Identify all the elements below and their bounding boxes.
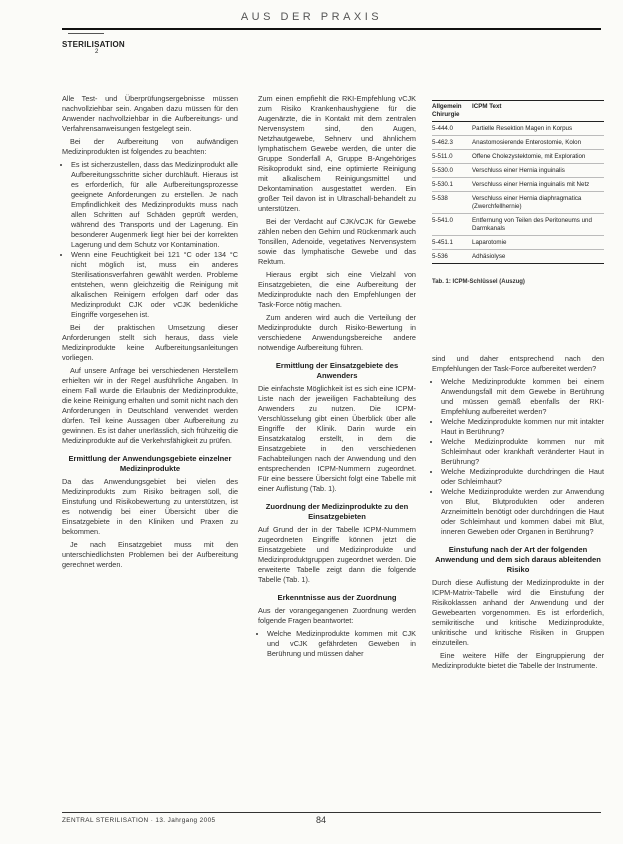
icpm-code: 5-451.1 [432,238,453,246]
bullet-list [62,160,238,320]
bullet-item: • Es ist sicherzustellen, dass das Medizinprodukt alle Aufbereitungsschritte sicher durchläuft. Hieraus ist es erforderlich, für alle Aufbereitungsprozesse geeignete Anforderungen zu erstellen. Je nach Empfindlichkeit des Medizinprodukts muss nach allen Schritten auf Schäden geprüft werden, während des Transports und der Lagerung. Ein besonderer Augenmerk liegt hier bei der korrekten Lagerung und dem Schutz vor Kontamination. [71,160,238,250]
table-row [432,122,604,136]
table-row [432,236,604,250]
table-head-code: Allgemein Chirurgie [432,103,462,118]
section-heading: Erkenntnisse aus der Zuordnung [277,593,397,602]
text-column-2 [258,94,416,662]
paragraph: Alle Test- und Überprüfungsergebnisse müssen nachvollziehbar sein. Angaben dazu müssen für den Anwender nachvollziehbar in die Aufbereitungs- und Verfahrensanweisungen festgelegt sein. [62,94,238,133]
bullet-item: • Wenn eine Feuchtigkeit bei 121 °C oder 134 °C nicht möglich ist, muss ein anderes Sterilisationsverfahren gewählt werden. Probleme entstehen, wenn gleichzeitig die Reinigung mit alkalischen Reinigern erfolgen darf oder das Medizinprodukt CJK oder vCJK bedenkliche Eingriffe vorgesehen ist. [71,250,238,320]
bullet-item: • Welche Medizinprodukte kommen mit CJK und vCJK gefährdeten Geweben in Berührung und müssen daher [267,629,416,659]
table-row [432,150,604,164]
table-row [432,192,604,214]
bullet-item: • Welche Medizinprodukte durchdringen die Haut oder Schleimhaut? [441,467,604,487]
bullet-list [258,629,416,659]
journal-logo [62,33,132,65]
icpm-text: Verschluss einer Hernia inguinalis [472,166,565,174]
icpm-code: 5-541.0 [432,216,453,224]
text-column-3 [432,354,604,674]
paragraph: Bei der praktischen Umsetzung dieser Anforderungen stellt sich heraus, dass viele Medizinprodukte keine Aufbereitungsanleitungen vorliegen. [62,323,238,362]
section-heading: Ermittlung der Anwendungsgebiete einzelner Medizinprodukte [68,454,232,473]
logo-marks [68,33,104,40]
icpm-code: 5-530.0 [432,166,453,174]
icpm-text: Verschluss einer Hernia inguinalis mit Netz [472,180,590,188]
table-row [432,164,604,178]
paragraph: Je nach Einsatzgebiet muss mit den unterschiedlichsten Problemen bei der Aufbereitung gerechnet werden. [62,540,238,569]
table-body [432,122,604,264]
paragraph: Bei der Aufbereitung von aufwändigen Medizinprodukten ist folgendes zu beachten: [62,137,238,156]
icpm-text: Partielle Resektion Magen in Korpus [472,124,573,132]
icpm-text: Anastomosierende Enterostomie, Kolon [472,138,582,146]
icpm-text: Offene Cholezystektomie, mit Exploration [472,152,586,160]
table-caption: Tab. 1: ICPM-Schlüssel (Auszug) [432,279,525,285]
icpm-text: Verschluss einer Hernia diaphragmatica (Zwerchfellhernie) [472,194,582,210]
footer-journal: ZENTRAL STERILISATION · 13. Jahrgang 2005 [62,817,216,824]
icpm-text: Laparotomie [472,238,507,246]
bullet-item: • Welche Medizinprodukte kommen nur mit Schleimhaut oder krankhaft veränderter Haut in Berührung? [441,437,604,467]
section-heading: Zuordnung der Medizinprodukte zu den Einsatzgebieten [265,502,409,521]
bullet-list [432,377,604,537]
icpm-code: 5-462.3 [432,138,453,146]
paragraph: Auf unsere Anfrage bei verschiedenen Herstellern erhielten wir in der Regel ausführliche Angaben. In einem Fall wurde die Erlaubnis der Medizinprodukte, die keine Reinigung erhalten und somit nicht nach den Anforderungen in Deutschland verwendet werden dürfen. Teil keine Aussagen über Aufbereitung zu gewinnen. Es ist daher unerlässlich, sich frühzeitig die Medizinprodukte auf die Verkehrsfähigkeit zu prüfen. [62,366,238,445]
paragraph: Zum einen empfiehlt die RKI-Empfehlung vCJK zum Risiko Krankenhaushygiene für die Augenärzte, die in Kontakt mit dem zentralen Nervensystem sind, den Augen, Netzhautgewebe, Sehnerv und ähnlichem lymphatischem Gewebe werden, die unter die Gruppe Sonderfall A, Gruppe B-Angehöriges Risikoprodukt sind, eine optimierte Reinigung mit alkalischem Reinigungsmittel und Dekontamination ausgestattet werden. Ein großer Teil davon ist in Ultraschall-behandelt zu unterstützen. [258,94,416,213]
icpm-code: 5-444.0 [432,124,453,132]
section-title: AUS DER PRAXIS [240,11,383,23]
logo-name: STERILISATION [62,40,125,49]
section-heading: Einstufung nach der Art der folgenden Anwendung und dem sich daraus ableitenden Risiko [435,545,601,574]
bullet-item: • Welche Medizinprodukte kommen bei einem Anwendungsfall mit dem Gewebe in Berührung und müssen gemäß ebenfalls der RKI-Empfehlung aufbereitet werden? [441,377,604,417]
table-row [432,178,604,192]
paragraph: Aus der vorangegangenen Zuordnung werden folgende Fragen beantwortet: [258,606,416,625]
paragraph: Eine weitere Hilfe der Eingruppierung der Medizinprodukte bietet die Tabelle der Instrumente. [432,651,604,670]
table-header [432,100,604,122]
paragraph: Zum anderen wird auch die Verteilung der Medizinprodukte durch Risiko-Bewertung in verschiedene Anwendungsbereiche andere notwendige Aufbereitung führen. [258,313,416,352]
paragraph: Bei der Verdacht auf CJK/vCJK für Gewebe zählen neben den Gehirn und Rückenmark auch Tonsillen, Adenoide, vegetatives Nervensystem sowie das lymphatische Gewebe und das Rektum. [258,217,416,266]
icpm-code: 5-536 [432,252,448,260]
icpm-text: Entfernung von Teilen des Peritoneums und Darmkanals [472,216,592,232]
paragraph: Da das Anwendungsgebiet bei vielen des Medizinprodukts zum Risiko beitragen soll, die Einstufung und Risikobewertung zu unterstützen, ist es notwendig bei einer Übersicht über die Einsatzgebiete in den Kliniken und Praxen zu bekommen. [62,477,238,536]
paragraph: Hieraus ergibt sich eine Vielzahl von Einsatzgebieten, die eine Aufbereitung der Medizinprodukte nach den Empfehlungen der Task-Force nötig machen. [258,270,416,309]
bullet-item: • Welche Medizinprodukte kommen nur mit intakter Haut in Berührung? [441,417,604,437]
section-heading: Ermittlung der Einsatzgebiete des Anwenders [275,361,399,380]
table-head-text: ICPM Text [472,103,502,110]
icpm-code: 5-530.1 [432,180,453,188]
footer-rule [62,812,601,813]
table-row [432,136,604,150]
logo-number: 2 [95,49,99,55]
icpm-code: 5-538 [432,194,448,202]
paragraph: sind und daher entsprechend nach den Empfehlungen der Task-Force aufbereitet werden? [432,354,604,373]
paragraph: Auf Grund der in der Tabelle ICPM-Nummern zugeordneten Eingriffe können jetzt die Einsatzgebiete und Medizinprodukte und Medizinproduktgruppen zugeordnet werden. Die erweiterte Tabelle zeigt dann die folgende Tabelle (Tab. 1). [258,525,416,584]
table-row [432,250,604,264]
icpm-table [432,100,604,264]
bullet-item: • Welche Medizinprodukte werden zur Anwendung von Blut, Blutprodukten oder anderen Arzneimitteln benötigt oder durchdringen die Haut oder Schleimhaut und kommen dabei mit Blut, inneren Geweben oder Organen in Berührung? [441,487,604,537]
table-row [432,214,604,236]
header-rule [62,28,601,30]
paragraph: Durch diese Auflistung der Medizinprodukte in der ICPM-Matrix-Tabelle wird die Einstufung der Risikoklassen anhand der Anwendung und der Gewebearten vorgenommen. Es ist erforderlich, semikritische und kritische Medizinprodukte, unkritische und kritische Risiken in Gruppen einzuteilen. [432,578,604,647]
text-column-1 [62,94,238,573]
page-number: 84 [316,815,327,825]
paragraph: Die einfachste Möglichkeit ist es sich eine ICPM-Liste nach der jeweiligen Fachabteilung des Anwenders zu nutzen. Die ICPM-Verschlüsselung gibt einen Überblick über alle Eingriffe der Klinik. Darin wurde ein Einsatzkatalog erstellt, in dem die Einsatzgebiete in den verschiedenen Fachabteilungen nach der Anwendung und den entsprechenden ICPM-Nummern zugeordnet. Für eine bessere Übersicht folgt eine Tabelle mit einer Auflistung (Tab. 1). [258,384,416,493]
icpm-code: 5-511.0 [432,152,453,160]
icpm-text: Adhäsiolyse [472,252,506,260]
